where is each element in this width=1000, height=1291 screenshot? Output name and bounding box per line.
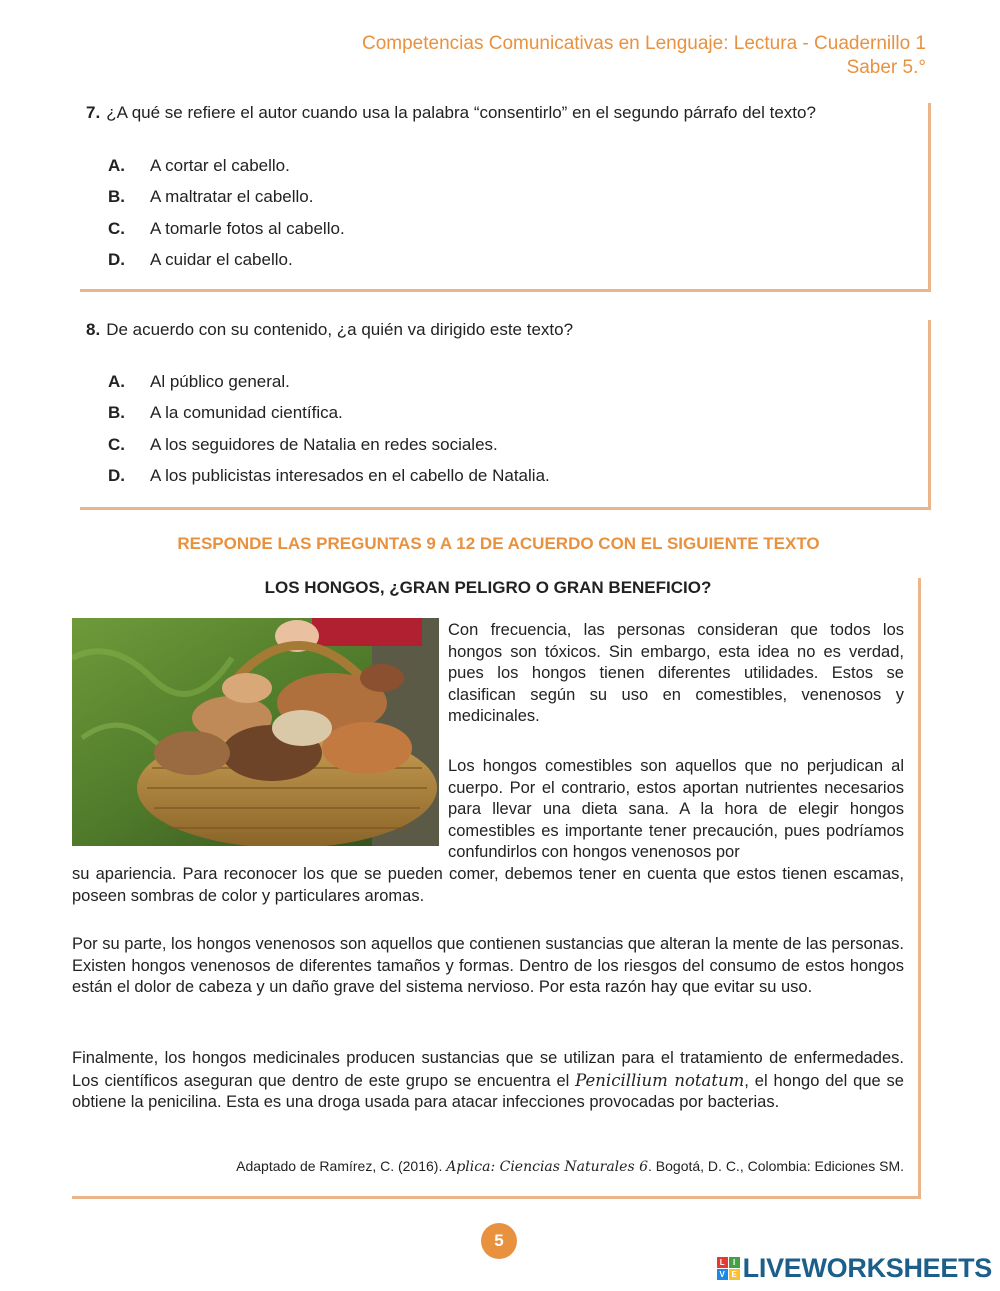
option-text: A los seguidores de Natalia en redes sociales. <box>150 435 498 454</box>
article-title: LOS HONGOS, ¿GRAN PELIGRO O GRAN BENEFICIO? <box>264 578 712 597</box>
option-text: A la comunidad científica. <box>150 403 343 422</box>
option-b[interactable] <box>108 187 313 207</box>
header-title: Competencias Comunicativas en Lenguaje: Lectura - Cuadernillo 1 <box>362 33 926 54</box>
question-8-box <box>80 320 931 510</box>
section-instruction: RESPONDE LAS PREGUNTAS 9 A 12 DE ACUERDO CON EL SIGUIENTE TEXTO <box>177 534 820 553</box>
question-8-text <box>86 320 573 340</box>
option-letter: C. <box>108 219 125 238</box>
question-prompt: De acuerdo con su contenido, ¿a quién va dirigido este texto? <box>106 320 574 339</box>
option-c[interactable] <box>108 219 345 239</box>
paragraph-medicinal <box>72 1048 904 1114</box>
question-7-text <box>86 103 816 123</box>
option-letter: B. <box>108 403 125 422</box>
option-a[interactable] <box>108 156 290 176</box>
citation-publisher: . Bogotá, D. C., Colombia: Ediciones SM. <box>648 1158 904 1174</box>
citation-author: Adaptado de Ramírez, C. (2016). <box>236 1158 447 1174</box>
page-number: 5 <box>481 1223 517 1259</box>
option-letter: A. <box>108 156 125 175</box>
logo-letter: V <box>717 1269 728 1280</box>
citation-book-title: Aplica: Ciencias Naturales 6 <box>446 1159 648 1175</box>
option-text: A maltratar el cabello. <box>150 187 314 206</box>
option-letter: C. <box>108 435 125 454</box>
paragraph-edible: Los hongos comestibles son aquellos que no perjudican al cuerpo. Por el contrario, estos aportan nutrientes necesarios para llevar una dieta sana. A la hora de elegir hongos comestibles es importante tener precaución, pues podríamos confundirlos con hongos venenosos por <box>448 757 904 861</box>
option-d[interactable] <box>108 250 293 270</box>
option-text: A cortar el cabello. <box>150 156 290 175</box>
logo-letter: I <box>729 1257 740 1268</box>
option-letter: D. <box>108 466 125 485</box>
liveworksheets-logo <box>717 1253 992 1284</box>
logo-letter: L <box>717 1257 728 1268</box>
option-letter: A. <box>108 372 125 391</box>
paragraph-medicinal-end: , el hongo del que se obtiene la penicilina. Esta es una droga usada para atacar infecciones provocadas por bacterias. <box>72 1071 904 1111</box>
option-text: A tomarle fotos al cabello. <box>150 219 345 238</box>
option-letter: B. <box>108 187 125 206</box>
option-d[interactable] <box>108 466 550 486</box>
species-name: Penicillium notatum <box>575 1070 745 1090</box>
option-text: Al público general. <box>150 372 290 391</box>
option-letter: D. <box>108 250 125 269</box>
reading-text-box <box>72 578 921 1199</box>
mushroom-basket-photo <box>72 618 439 846</box>
option-a[interactable] <box>108 372 290 392</box>
logo-letter: E <box>729 1269 740 1280</box>
option-text: A cuidar el cabello. <box>150 250 293 269</box>
paragraph-edible-continued: su apariencia. Para reconocer los que se pueden comer, debemos tener en cuenta que estos tienen escamas, poseen sombras de color y particulares aromas. <box>72 865 904 905</box>
question-number: 7. <box>86 103 101 122</box>
paragraph-intro: Con frecuencia, las personas consideran que todos los hongos son tóxicos. Sin embargo, esta idea no es verdad, pues los hongos tienen diferentes utilidades. Estos se clasifican según su uso en comestibles, venenosos y medicinales. <box>448 621 904 725</box>
paragraph-poisonous: Por su parte, los hongos venenosos son aquellos que contienen sustancias que alteran la mente de las personas. Existen hongos venenosos de diferentes tamaños y formas. Dentro de los riesgos del consumo de estos hongos están el dolor de cabeza y un daño grave del sistema nervioso. Por esta razón hay que evitar su uso. <box>72 935 904 996</box>
source-citation <box>236 1158 904 1175</box>
paragraph-medicinal-start: Finalmente, los hongos medicinales producen sustancias que se utilizan para el tratamiento de enfermedades. Los científicos aseguran que dentro de este grupo se encuentra el <box>72 1049 904 1090</box>
option-text: A los publicistas interesados en el cabello de Natalia. <box>150 466 550 485</box>
option-c[interactable] <box>108 435 498 455</box>
question-prompt: ¿A qué se refiere el autor cuando usa la palabra “consentirlo” en el segundo párrafo del texto? <box>106 103 816 122</box>
page-header <box>362 32 926 80</box>
brand-logo-icon <box>717 1257 740 1280</box>
option-b[interactable] <box>108 403 343 423</box>
brand-name: LIVEWORKSHEETS <box>742 1253 992 1283</box>
question-number: 8. <box>86 320 101 339</box>
header-grade: Saber 5.° <box>846 57 926 78</box>
question-7-box <box>80 103 931 292</box>
